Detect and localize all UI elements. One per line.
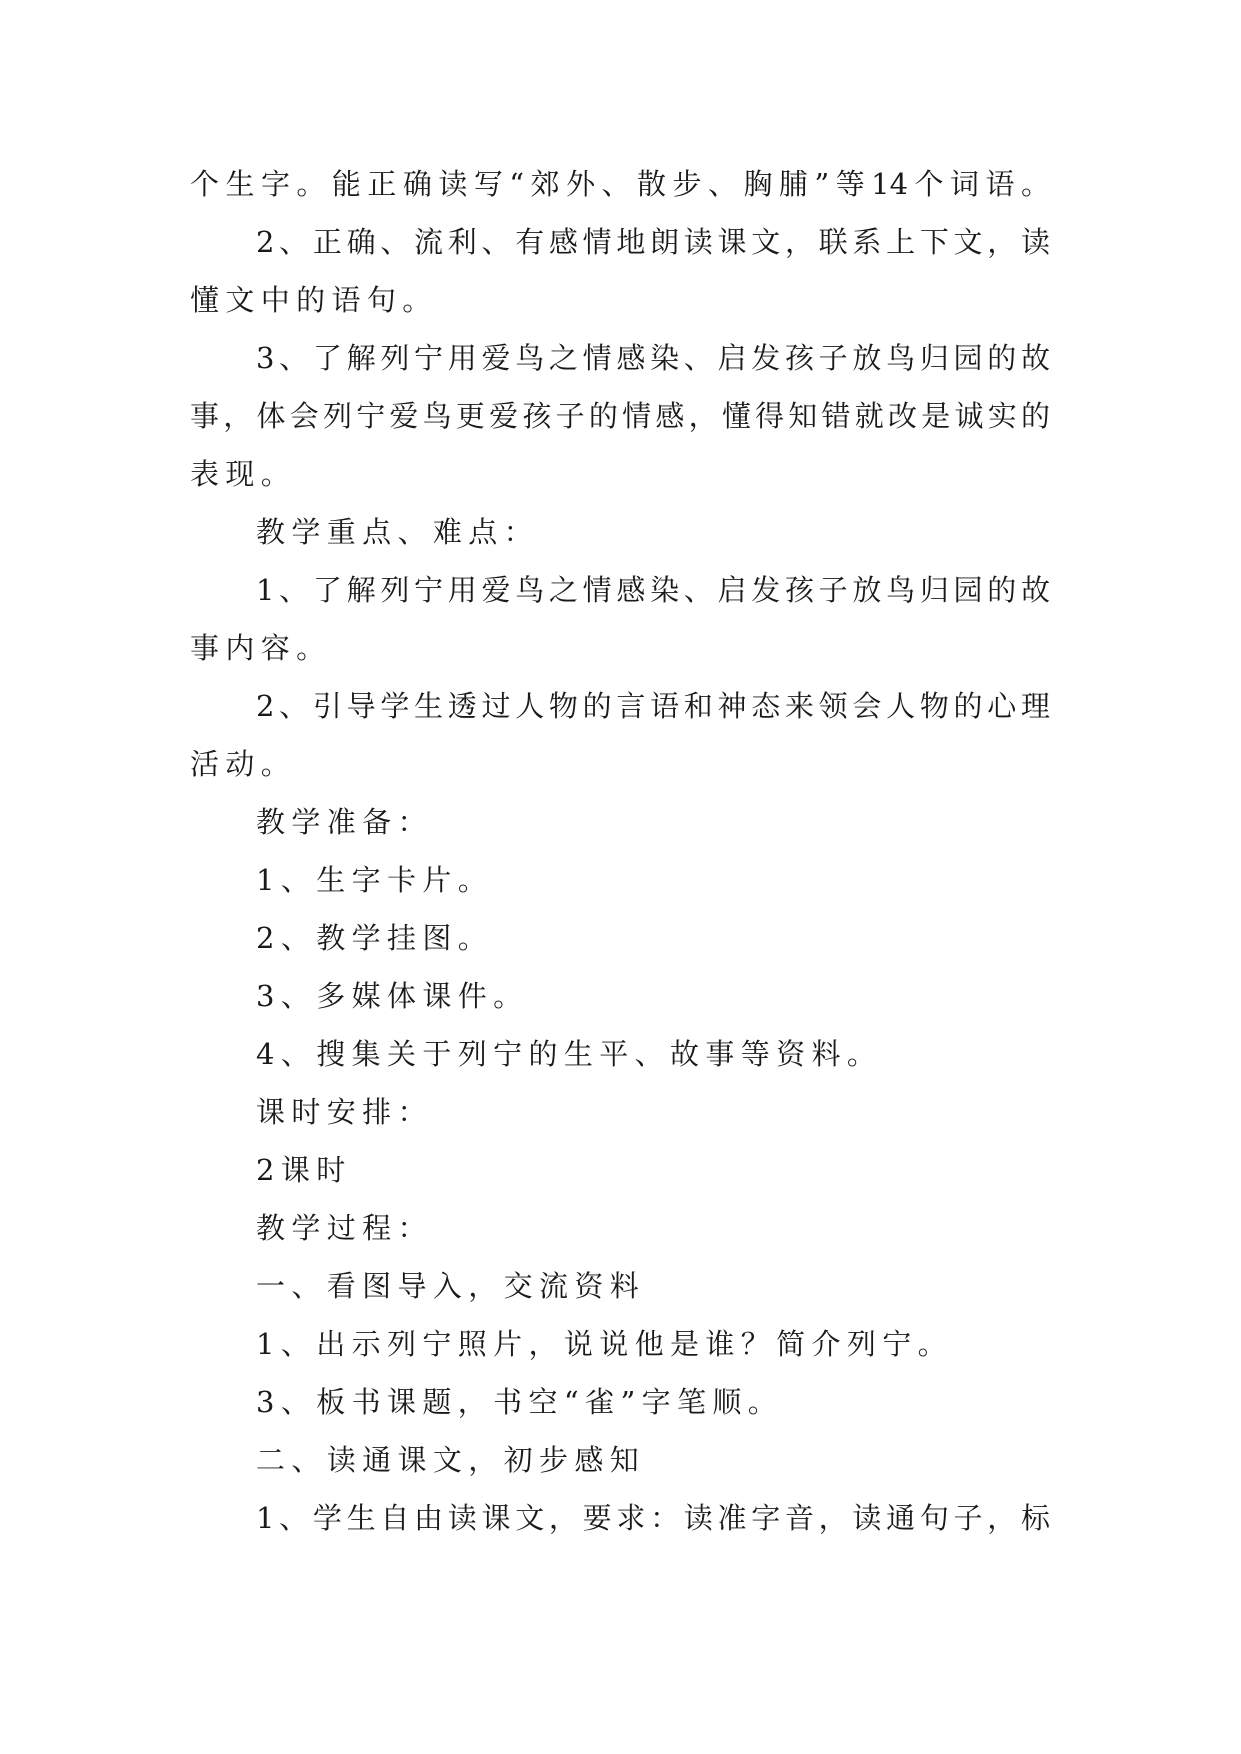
list-item: 1、生字卡片。 (256, 863, 494, 897)
list-item: 2、教学挂图。 (256, 921, 494, 955)
list-item: 3、板书课题，书空“雀”字笔顺。 (256, 1385, 784, 1419)
paragraph-line: 2、正确、流利、有感情地朗读课文，联系上下文，读 (256, 225, 1050, 259)
paragraph-line: 表现。 (190, 457, 297, 491)
list-item: 3、多媒体课件。 (256, 979, 529, 1013)
subsection-heading: 二、读通课文，初步感知 (256, 1443, 646, 1477)
section-heading: 课时安排： (256, 1095, 433, 1129)
paragraph-line: 懂文中的语句。 (190, 283, 438, 317)
paragraph-line: 活动。 (190, 747, 297, 781)
section-heading: 教学重点、难点： (256, 515, 540, 549)
section-heading: 教学准备： (256, 805, 433, 839)
paragraph-line: 2、引导学生透过人物的言语和神态来领会人物的心理 (256, 689, 1050, 723)
paragraph-line: 3、了解列宁用爱鸟之情感染、启发孩子放鸟归园的故 (256, 341, 1050, 375)
paragraph-line: 个生字。能正确读写“郊外、散步、胸脯”等14个词语。 (190, 167, 1050, 201)
section-heading: 教学过程： (256, 1211, 433, 1245)
list-item: 4、搜集关于列宁的生平、故事等资料。 (256, 1037, 883, 1071)
paragraph-line: 事内容。 (190, 631, 332, 665)
paragraph-line: 2课时 (256, 1153, 352, 1187)
paragraph-line: 事，体会列宁爱鸟更爱孩子的情感，懂得知错就改是诚实的 (190, 399, 1050, 433)
list-item: 1、出示列宁照片，说说他是谁？简介列宁。 (256, 1327, 954, 1361)
document-body (190, 155, 1050, 1547)
list-item: 1、学生自由读课文，要求：读准字音，读通句子，标 (256, 1501, 1050, 1535)
subsection-heading: 一、看图导入，交流资料 (256, 1269, 646, 1303)
paragraph-line: 1、了解列宁用爱鸟之情感染、启发孩子放鸟归园的故 (256, 573, 1050, 607)
